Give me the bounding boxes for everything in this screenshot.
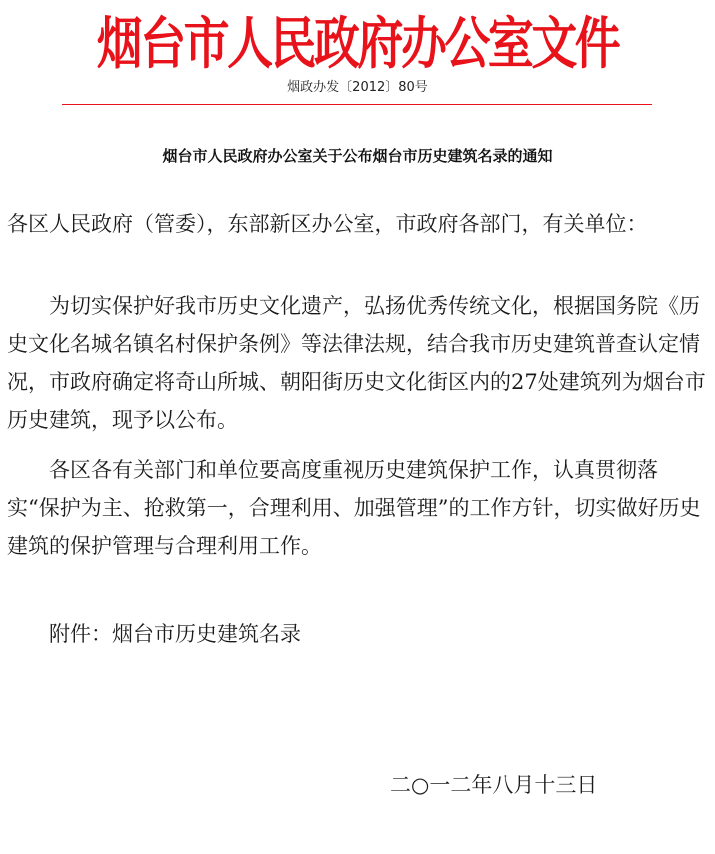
issue-date: 二○一二年八月十三日: [390, 773, 598, 797]
masthead-title: 烟台市人民政府办公室文件: [96, 12, 619, 77]
document-number: 烟政办发〔2012〕80号: [287, 80, 428, 95]
notice-title: 烟台市人民政府办公室关于公布烟台市历史建筑名录的通知: [162, 147, 553, 165]
addressee-line: 各区人民政府（管委），东部新区办公室，市政府各部门，有关单位：: [7, 212, 648, 236]
red-divider-line: [62, 104, 652, 105]
attachment-line: 附件：烟台市历史建筑名录: [49, 622, 301, 646]
body-paragraph-2: 各区各有关部门和单位要高度重视历史建筑保护工作，认真贯彻落实“保护为主、抢救第一，合理利用、加强管理”的工作方针，切实做好历史建筑的保护管理与合理利用工作。: [7, 458, 701, 558]
body-paragraph-1: 为切实保护好我市历史文化遗产，弘扬优秀传统文化，根据国务院《历史文化名城名镇名村保护条例》等法律法规，结合我市历史建筑普查认定情况，市政府确定将奇山所城、朝阳街历史文化街区内的27处建筑列为烟台市历史建筑，现予以公布。: [7, 294, 706, 432]
